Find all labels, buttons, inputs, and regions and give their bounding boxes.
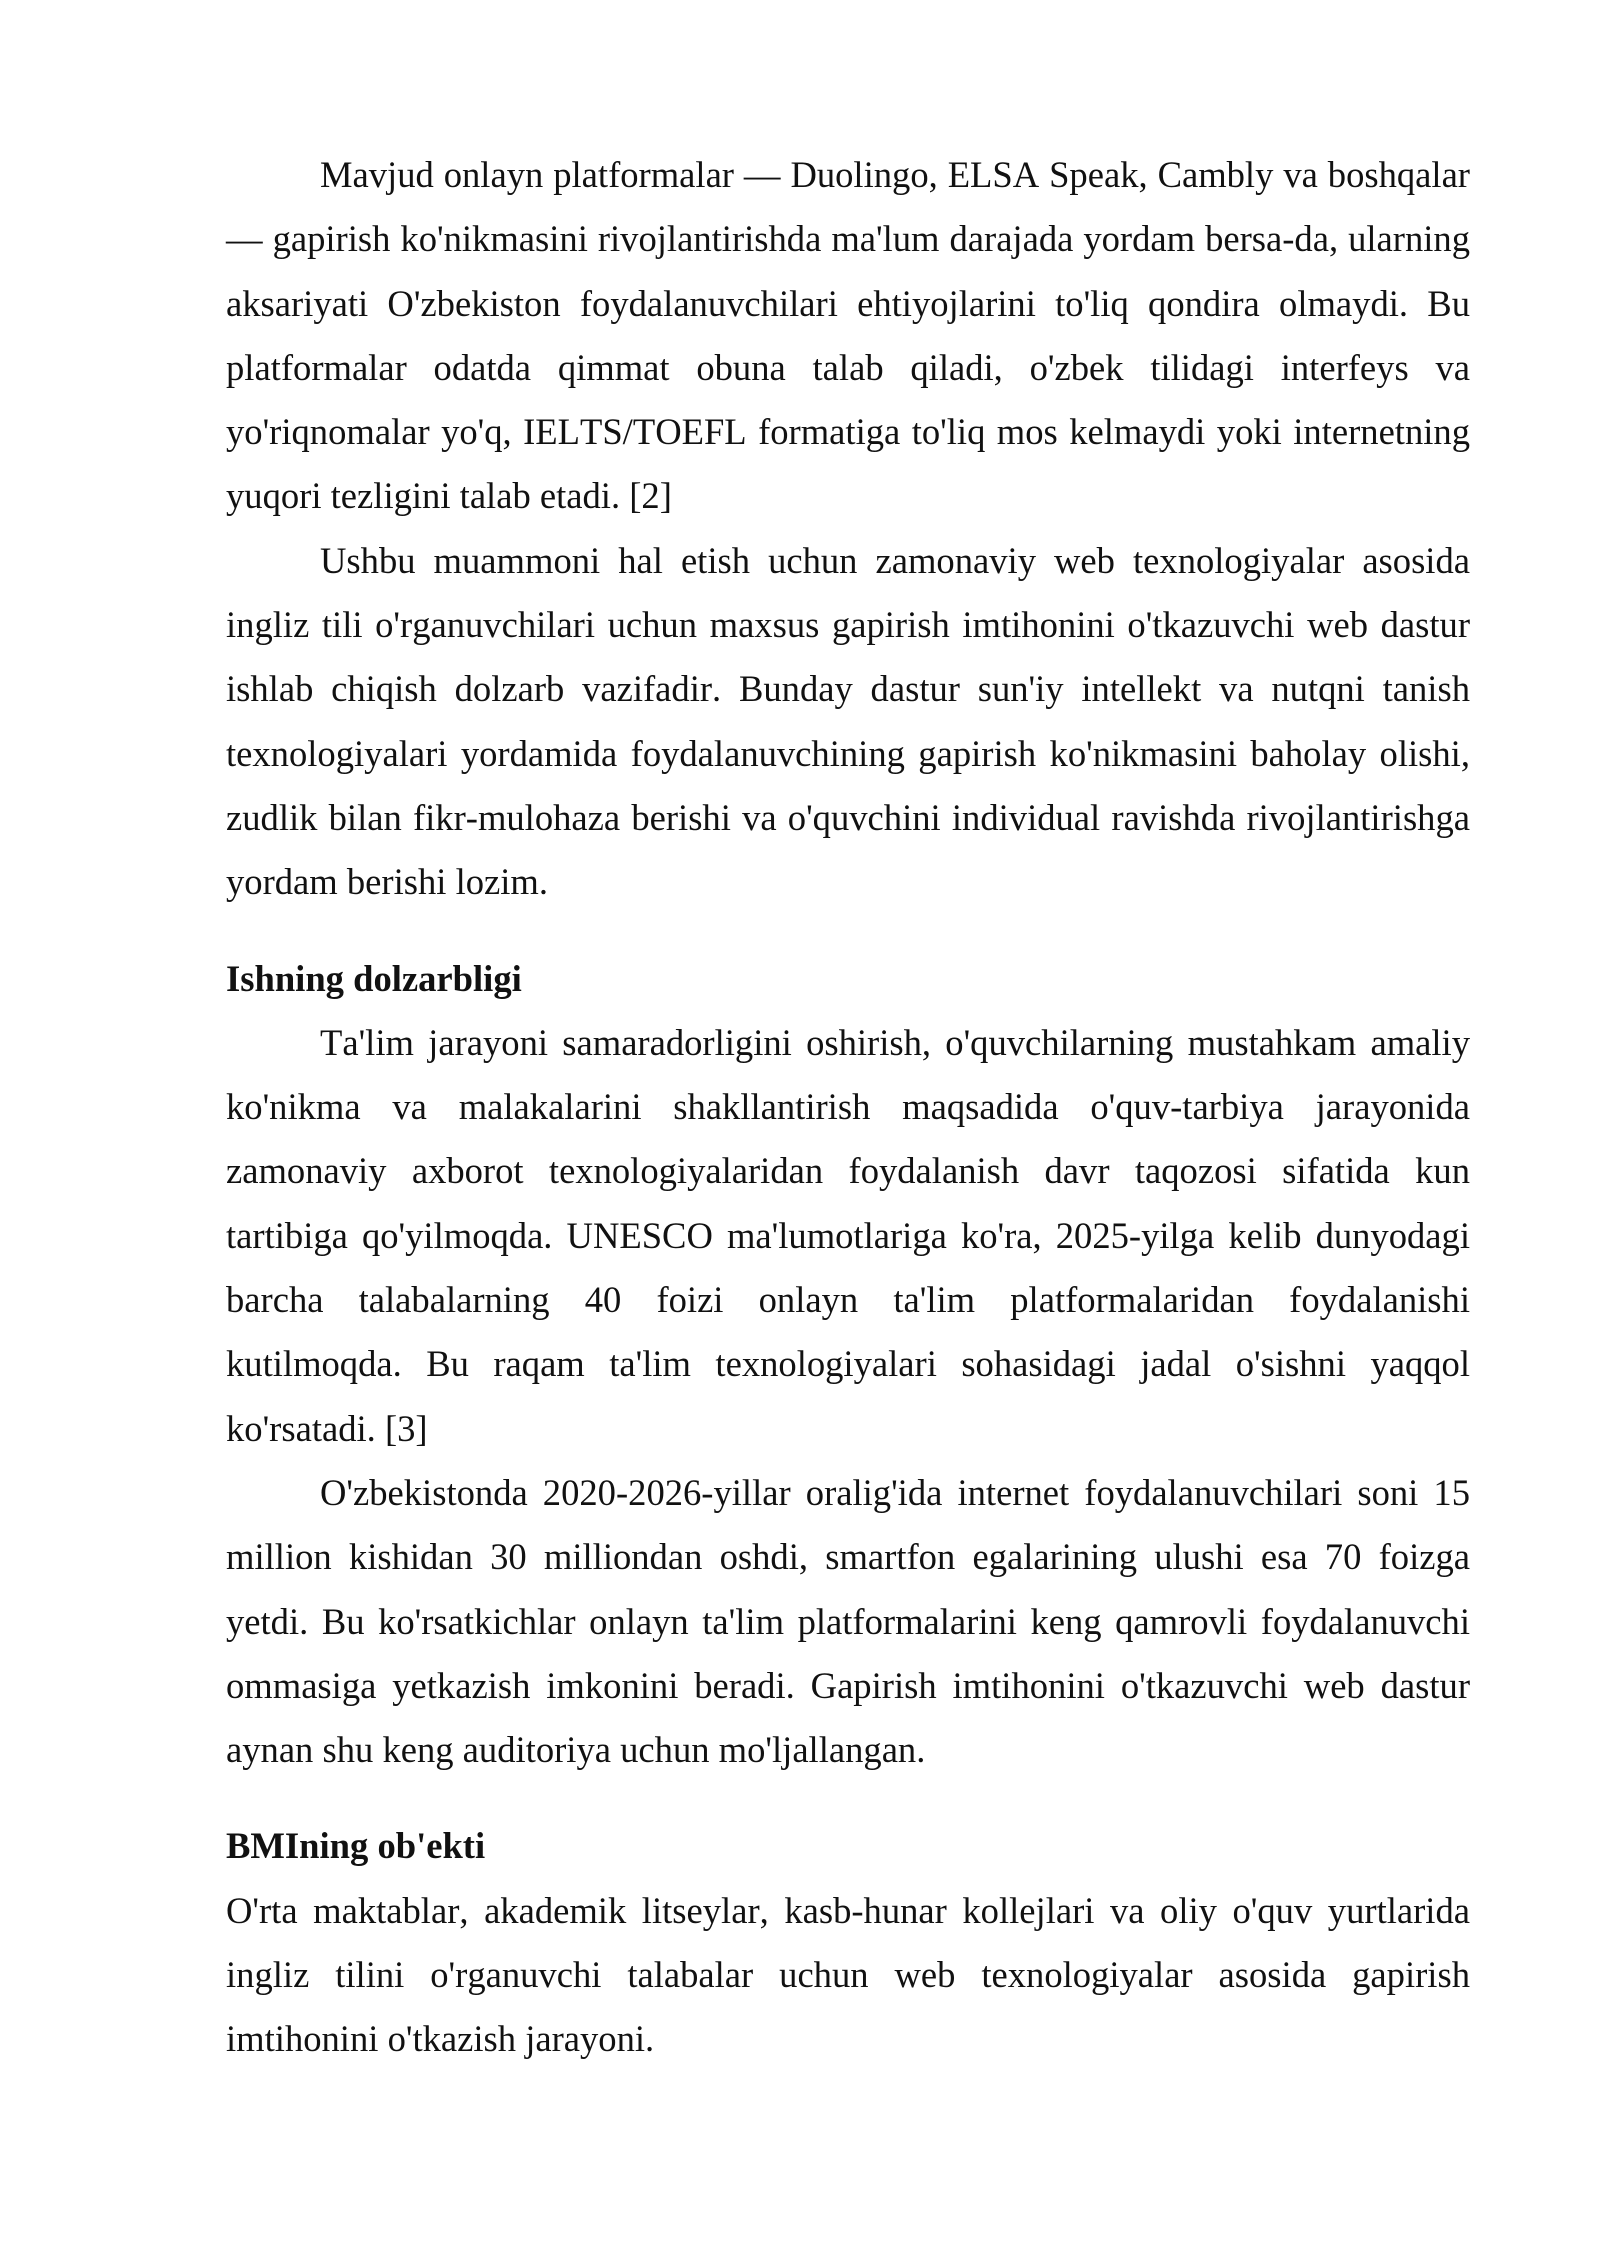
text-line: yetdi. Bu ko'rsatkichlar onlayn ta'lim platformalarini keng qamrovli foydalanuvchi [226, 1600, 1470, 1642]
text-line: ko'rsatadi. [3] [226, 1407, 428, 1449]
text-line: Ta'lim jarayoni samaradorligini oshirish, o'quvchilarning mustahkam amaliy [320, 1021, 1470, 1063]
text-line: O'rta maktablar, akademik litseylar, kasb-hunar kollejlari va oliy o'quv yurtlarida [226, 1889, 1470, 1931]
text-line: Ushbu muammoni hal etish uchun zamonaviy web texnologiyalar asosida [320, 539, 1470, 581]
text-line: barcha talabalarning 40 foizi onlayn ta'lim platformalaridan foydalanishi [226, 1279, 1470, 1321]
text-line: yo'riqnomalar yo'q, IELTS/TOEFL formatiga to'liq mos kelmaydi yoki internetning [226, 411, 1470, 453]
text-line: platformalar odatda qimmat obuna talab qiladi, o'zbek tilidagi interfeys va [226, 346, 1470, 388]
paragraph-relevance-education [226, 1011, 1470, 1461]
text-line: yuqori tezligini talab etadi. [2] [226, 475, 672, 517]
text-line: million kishidan 30 milliondan oshdi, smartfon egalarining ulushi esa 70 foizga [226, 1536, 1470, 1578]
section-heading-relevance: Ishning dolzarbligi [226, 957, 522, 999]
text-line: kutilmoqda. Bu raqam ta'lim texnologiyalari sohasidagi jadal o'sishni yaqqol [226, 1343, 1470, 1385]
text-line: imtihonini o'tkazish jarayoni. [226, 2018, 655, 2060]
paragraph-problem-solution [226, 529, 1470, 915]
text-line: ko'nikma va malakalarini shakllantirish maqsadida o'quv-tarbiya jarayonida [226, 1086, 1470, 1128]
text-line: ingliz tilini o'rganuvchi talabalar uchun web texnologiyalar asosida gapirish [226, 1954, 1470, 1996]
text-line: tartibiga qo'yilmoqda. UNESCO ma'lumotlariga ko'ra, 2025-yilga kelib dunyodagi [226, 1214, 1470, 1256]
text-line: ishlab chiqish dolzarb vazifadir. Bunday dastur sun'iy intellekt va nutqni tanish [226, 668, 1470, 710]
text-line: Mavjud onlayn platformalar — Duolingo, ELSA Speak, Cambly va boshqalar [320, 154, 1470, 195]
text-line: zamonaviy axborot texnologiyalaridan foydalanish davr taqozosi sifatida kun [226, 1150, 1470, 1192]
text-line: ingliz tili o'rganuvchilari uchun maxsus gapirish imtihonini o'tkazuvchi web dastur [226, 604, 1470, 646]
text-line: texnologiyalari yordamida foydalanuvchining gapirish ko'nikmasini baholay olishi, [226, 732, 1470, 774]
text-line: O'zbekistonda 2020-2026-yillar oralig'ida internet foydalanuvchilari soni 15 [320, 1471, 1470, 1513]
paragraph-relevance-statistics [226, 1461, 1470, 1782]
paragraph-research-object [226, 1879, 1470, 2072]
text-line: zudlik bilan fikr-mulohaza berishi va o'quvchini individual ravishda rivojlantirishga [226, 796, 1470, 838]
text-line: yordam berishi lozim. [226, 861, 549, 903]
text-line: ommasiga yetkazish imkonini beradi. Gapirish imtihonini o'tkazuvchi web dastur [226, 1664, 1470, 1706]
text-line: aynan shu keng auditoriya uchun mo'ljallangan. [226, 1729, 926, 1771]
section-heading-object: BMIning ob'ekti [226, 1825, 486, 1867]
text-line: aksariyati O'zbekiston foydalanuvchilari ehtiyojlarini to'liq qondira olmaydi. Bu [226, 282, 1470, 324]
paragraph-existing-platforms [226, 143, 1470, 529]
document-body [226, 143, 1470, 2072]
text-line: — gapirish ko'nikmasini rivojlantirishda ma'lum darajada yordam bersa-da, ularning [226, 218, 1470, 260]
